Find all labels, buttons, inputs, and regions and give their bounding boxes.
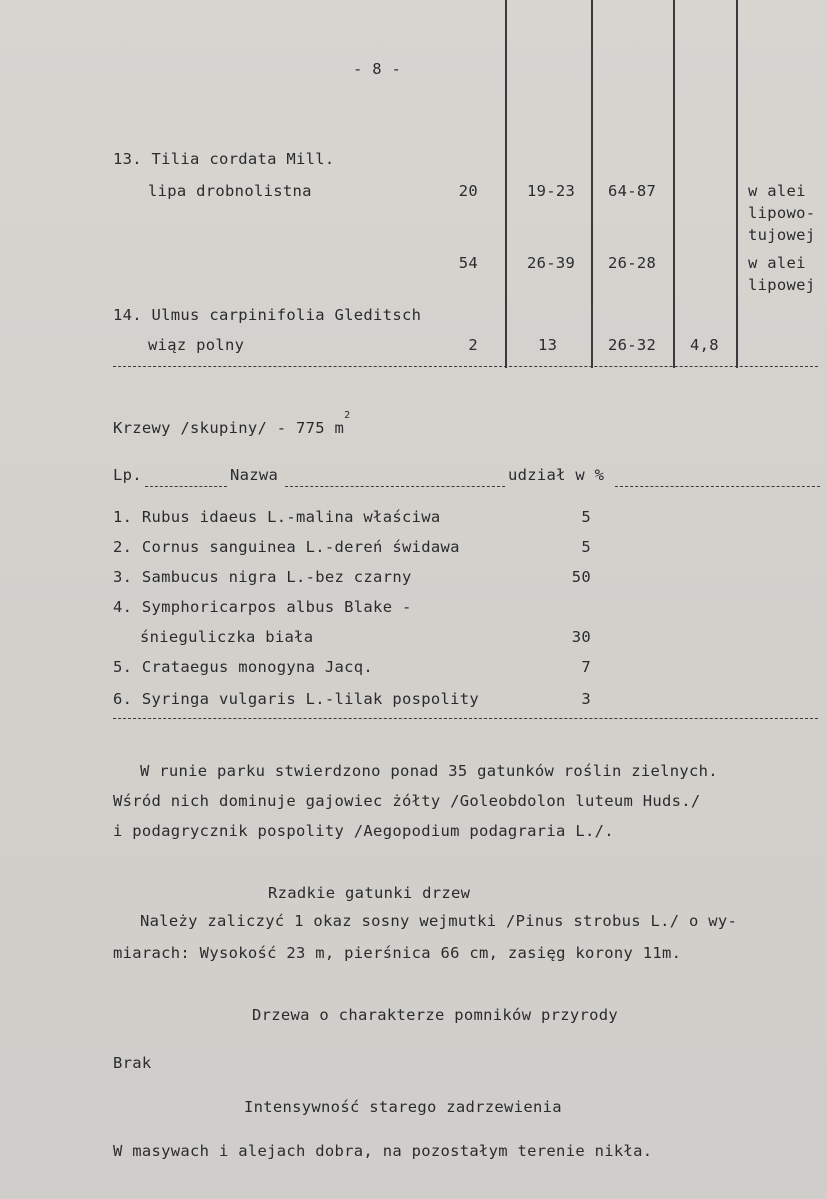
tree-spread: 4,8 (690, 336, 719, 354)
tree-circumference: 26-32 (608, 336, 657, 354)
tree-height: 19-23 (527, 182, 576, 200)
table-column-line (505, 0, 507, 368)
paragraph-line: Wśród nich dominuje gajowiec żółty /Goleobdolon luteum Huds./ (113, 792, 701, 810)
tree-latin-name: 14. Ulmus carpinifolia Gleditsch (113, 306, 422, 324)
paragraph-fragment: 23 m, pierśnica 66 cm, zasięg korony 11m. (276, 944, 682, 962)
header-leader (285, 486, 505, 487)
shrub-name: 3. Sambucus nigra L.-bez czarny (113, 568, 412, 586)
shrubs-col-share: udział w % (508, 466, 605, 484)
shrub-name: 1. Rubus idaeus L.-malina właściwa (113, 508, 441, 526)
tree-note: tujowej (748, 226, 816, 244)
paragraph-line: Należy zaliczyć 1 okaz sosny wejmutki /Pinus strobus L./ o wy- (140, 912, 738, 930)
shrub-name: 5. Crataegus monogyna Jacq. (113, 658, 374, 676)
shrub-share: 3 (581, 690, 591, 708)
paragraph-line (113, 944, 681, 962)
shrub-name: 4. Symphoricarpos albus Blake - (113, 598, 412, 616)
header-leader (615, 486, 820, 487)
shrubs-col-lp: Lp. (113, 466, 142, 484)
table-divider (113, 718, 818, 719)
tree-note: lipowo- (748, 204, 816, 222)
tree-count: 2 (468, 336, 478, 354)
shrub-name: 6. Syringa vulgaris L.-lilak pospolity (113, 690, 480, 708)
tree-circumference: 64-87 (608, 182, 657, 200)
tree-count: 54 (458, 254, 478, 272)
tree-circumference: 26-28 (608, 254, 657, 272)
shrubs-heading (113, 410, 351, 438)
monuments-text: Brak (113, 1054, 152, 1072)
table-divider (113, 366, 818, 367)
paragraph-line: i podagrycznik pospolity /Aegopodium podagraria L./. (113, 822, 614, 840)
tree-note: w alei (748, 254, 806, 272)
page-number: - 8 - (353, 60, 402, 78)
table-column-line (673, 0, 675, 368)
shrub-share: 7 (581, 658, 591, 676)
tree-latin-name: 13. Tilia cordata Mill. (113, 150, 335, 168)
shrub-name: 2. Cornus sanguinea L.-dereń świdawa (113, 538, 460, 556)
tree-height: 13 (538, 336, 558, 354)
tree-polish-name: lipa drobnolistna (148, 182, 312, 200)
intensity-text: W masywach i alejach dobra, na pozostałym terenie nikła. (113, 1142, 653, 1160)
tree-note: lipowej (748, 276, 816, 294)
table-column-line (591, 0, 593, 368)
section-heading-intensity: Intensywność starego zadrzewienia (244, 1098, 562, 1116)
section-heading-monuments: Drzewa o charakterze pomników przyrody (252, 1006, 619, 1024)
shrubs-heading-text: Krzewy /skupiny/ - 775 m (113, 419, 345, 438)
shrubs-heading-superscript: 2 (344, 410, 351, 421)
tree-note: w alei (748, 182, 806, 200)
shrub-share: 30 (571, 628, 591, 646)
header-leader (145, 486, 227, 487)
tree-height: 26-39 (527, 254, 576, 272)
shrub-share: 5 (581, 538, 591, 556)
shrub-share: 5 (581, 508, 591, 526)
paragraph-line: W runie parku stwierdzono ponad 35 gatunków roślin zielnych. (140, 762, 718, 780)
shrubs-col-name: Nazwa (230, 466, 279, 484)
section-heading-rare: Rzadkie gatunki drzew (268, 884, 471, 902)
shrub-share: 50 (571, 568, 591, 586)
tree-count: 20 (458, 182, 478, 200)
tree-polish-name: wiąz polny (148, 336, 245, 354)
paragraph-fragment: miarach: Wysokość (113, 944, 277, 962)
shrub-name: śnieguliczka biała (140, 628, 314, 646)
table-column-line (736, 0, 738, 368)
